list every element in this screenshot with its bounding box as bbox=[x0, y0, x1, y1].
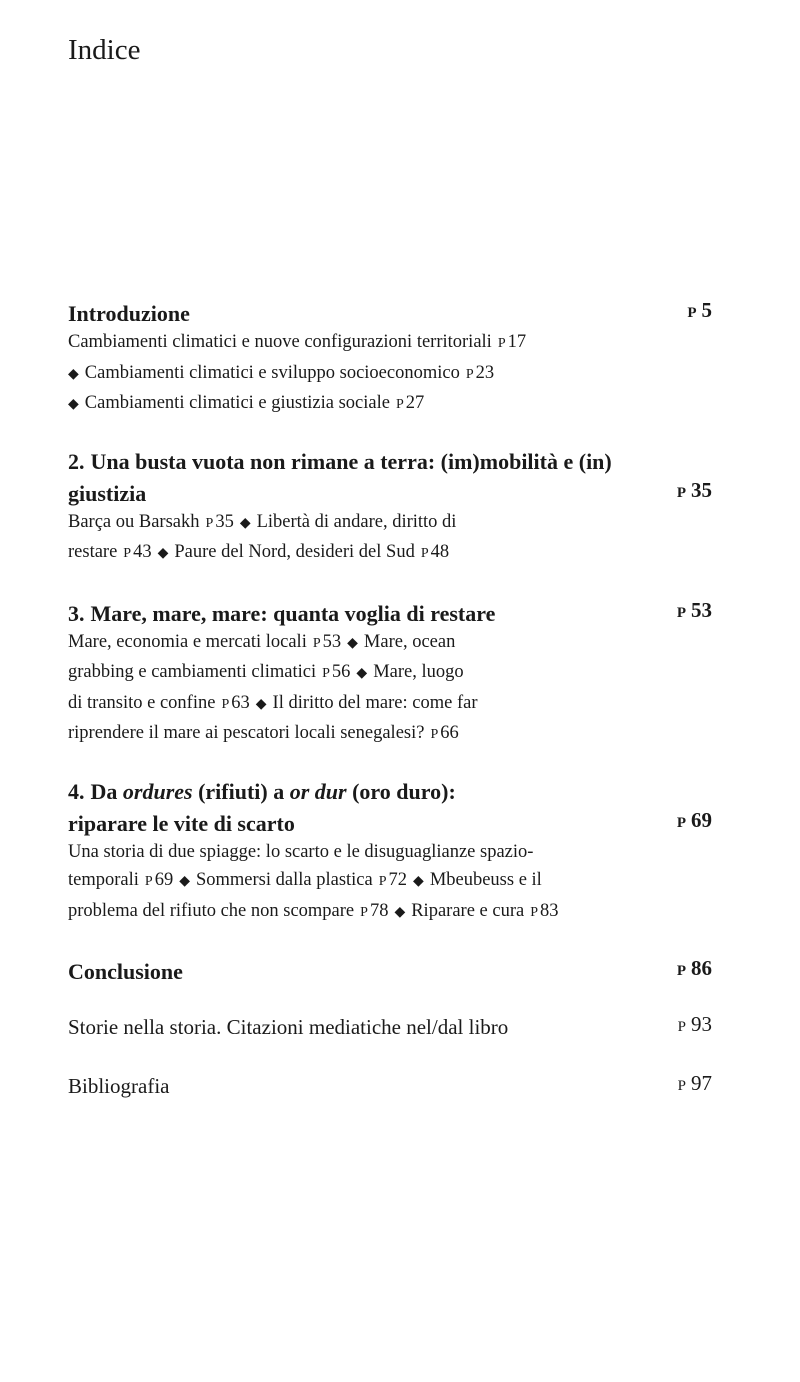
page-title: Indice bbox=[68, 34, 141, 66]
subsection-page: 53 bbox=[322, 631, 342, 652]
subsection-page: 83 bbox=[540, 900, 559, 921]
chapter-title: Una busta vuota non rimane a terra: (im)mobilità e (in) bbox=[90, 448, 612, 474]
subsection-page: 35 bbox=[215, 511, 234, 532]
subsection-title[interactable]: problema del rifiuto che non scompare bbox=[68, 900, 355, 921]
subsection-page: 17 bbox=[507, 332, 527, 352]
chapter-title-part: (rifiuti) a bbox=[198, 778, 285, 804]
diamond-icon: ◆ bbox=[394, 904, 406, 920]
subsection-line: Mare, economia e mercati locali P 53 ◆ Mare, ocean bbox=[68, 631, 456, 652]
entry-title-line-1[interactable] bbox=[68, 777, 712, 806]
entry-page: P 86 bbox=[676, 956, 712, 980]
toc-heading-row bbox=[68, 806, 712, 838]
subsection-line: problema del rifiuto che non scompare P 78 ◆ Riparare e cura P 83 bbox=[68, 900, 559, 921]
subsection-line: Barça ou Barsakh P 35 ◆ Libertà di andare, diritto di bbox=[68, 511, 457, 532]
chapter-title-italic: ordures bbox=[122, 778, 193, 804]
subsection-line: di transito e confine P 63 ◆ Il diritto del mare: come far bbox=[68, 692, 478, 713]
subsection-title[interactable]: restare bbox=[68, 542, 118, 562]
subsection-page: 63 bbox=[231, 692, 250, 713]
subsection-title[interactable]: Mare, luogo bbox=[373, 662, 464, 682]
diamond-icon: ◆ bbox=[413, 874, 424, 889]
toc-entry-conclusione bbox=[68, 954, 712, 986]
subsection-title[interactable]: Il diritto del mare: come far bbox=[272, 692, 478, 713]
subsection-title[interactable]: Libertà di andare, diritto di bbox=[256, 511, 457, 532]
subsection-title[interactable]: Paure del Nord, desideri del Sud bbox=[174, 542, 415, 562]
subsection-title[interactable]: di transito e confine bbox=[68, 692, 216, 713]
chapter-title-italic: or dur bbox=[289, 778, 347, 804]
entry-page: P 53 bbox=[676, 597, 712, 622]
chapter-number: 4. bbox=[68, 778, 85, 804]
subsection-title[interactable]: Una storia di due spiagge: lo scarto e le disuguaglianze spazio- bbox=[68, 841, 534, 862]
entry-page: P 69 bbox=[676, 807, 712, 832]
entry-page: P 5 bbox=[687, 298, 712, 322]
chapter-title-part: Da bbox=[90, 778, 118, 804]
entry-title[interactable]: Storie nella storia. Citazioni mediatiche nel/dal libro bbox=[68, 1015, 509, 1039]
subsection-title[interactable]: Sommersi dalla plastica bbox=[195, 870, 373, 890]
entry-page: P 35 bbox=[676, 477, 712, 502]
toc-heading-row bbox=[68, 1069, 712, 1101]
diamond-icon: ◆ bbox=[157, 546, 169, 561]
diamond-icon: ◆ bbox=[356, 666, 368, 681]
subsection-page: 23 bbox=[475, 362, 495, 383]
entry-title-line-2[interactable]: riparare le vite di scarto bbox=[68, 810, 295, 836]
diamond-icon: ◆ bbox=[179, 874, 190, 889]
toc-entry-chapter-3 bbox=[68, 596, 712, 750]
subsection-line: ◆ Cambiamenti climatici e giustizia sociale P 27 bbox=[68, 393, 425, 413]
entry-title[interactable] bbox=[68, 599, 495, 628]
subsection-page: 72 bbox=[388, 870, 408, 890]
subsection-page: 43 bbox=[133, 542, 152, 562]
subsection-line: grabbing e cambiamenti climatici P 56 ◆ Mare, luogo bbox=[68, 662, 464, 682]
entry-title[interactable]: Introduzione bbox=[68, 301, 190, 326]
subsection-title[interactable]: riprendere il mare ai pescatori locali senegalesi? bbox=[68, 723, 425, 743]
subsection-title[interactable]: Cambiamenti climatici e nuove configurazioni territoriali bbox=[68, 332, 492, 352]
chapter-number: 2. bbox=[68, 448, 85, 474]
subsection-page: 66 bbox=[440, 723, 459, 743]
subsection-line: riprendere il mare ai pescatori locali senegalesi? P 66 bbox=[68, 723, 459, 743]
entry-title[interactable]: Bibliografia bbox=[68, 1074, 170, 1098]
subsection-title[interactable]: Cambiamenti climatici e sviluppo socioeconomico bbox=[84, 362, 460, 383]
subsection-title[interactable]: Mare, economia e mercati locali bbox=[68, 631, 307, 652]
subsection-line: restare P 43 ◆ Paure del Nord, desideri del Sud P 48 bbox=[68, 542, 450, 562]
subsection-title[interactable]: Cambiamenti climatici e giustizia sociale bbox=[84, 393, 390, 413]
entry-page: P 97 bbox=[677, 1071, 712, 1095]
subsection-page: 48 bbox=[430, 542, 450, 562]
toc-entry-chapter-2 bbox=[68, 447, 712, 569]
entry-title-line-2[interactable]: giustizia bbox=[68, 480, 147, 506]
subsection-title[interactable]: Mbeubeuss e il bbox=[429, 870, 542, 890]
toc-heading-row bbox=[68, 1010, 712, 1042]
diamond-icon: ◆ bbox=[255, 696, 267, 712]
subsection-line: temporali P 69 ◆ Sommersi dalla plastica P 72 ◆ Mbeubeuss e il bbox=[68, 870, 542, 890]
chapter-number: 3. bbox=[68, 600, 85, 626]
toc-heading-row bbox=[68, 596, 712, 628]
entry-title[interactable]: Conclusione bbox=[68, 959, 183, 984]
subsection-title[interactable]: Riparare e cura bbox=[411, 900, 525, 921]
chapter-title: Mare, mare, mare: quanta voglia di restare bbox=[90, 600, 496, 626]
toc-entry-storie bbox=[68, 1010, 712, 1042]
toc-entry-bibliografia bbox=[68, 1069, 712, 1101]
subsection-title[interactable]: temporali bbox=[68, 870, 139, 890]
diamond-icon: ◆ bbox=[68, 397, 79, 412]
subsection-title[interactable]: grabbing e cambiamenti climatici bbox=[68, 662, 317, 682]
subsection-title[interactable]: Barça ou Barsakh bbox=[68, 511, 200, 532]
entry-page: P 93 bbox=[677, 1012, 712, 1036]
diamond-icon: ◆ bbox=[68, 366, 79, 382]
toc-heading-row bbox=[68, 954, 712, 986]
subsection-title[interactable]: Mare, ocean bbox=[363, 631, 456, 652]
toc-entry-chapter-4 bbox=[68, 777, 712, 928]
subsection-line: ◆ Cambiamenti climatici e sviluppo socioeconomico P 23 bbox=[68, 362, 495, 383]
subsection-line: Cambiamenti climatici e nuove configurazioni territoriali P 17 bbox=[68, 332, 527, 352]
subsection-page: 27 bbox=[405, 393, 425, 413]
diamond-icon: ◆ bbox=[239, 515, 251, 531]
toc-heading-row bbox=[68, 476, 712, 508]
diamond-icon: ◆ bbox=[347, 635, 358, 651]
toc-entry-introduzione bbox=[68, 296, 712, 420]
subsection-page: 56 bbox=[331, 662, 351, 682]
chapter-title-part: (oro duro): bbox=[352, 778, 456, 804]
subsection-page: 69 bbox=[154, 870, 174, 890]
subsection-page: 78 bbox=[369, 900, 389, 921]
table-of-contents bbox=[68, 296, 712, 1128]
entry-title-line-1[interactable] bbox=[68, 447, 712, 476]
toc-heading-row bbox=[68, 296, 712, 328]
subsection-line bbox=[68, 838, 712, 867]
